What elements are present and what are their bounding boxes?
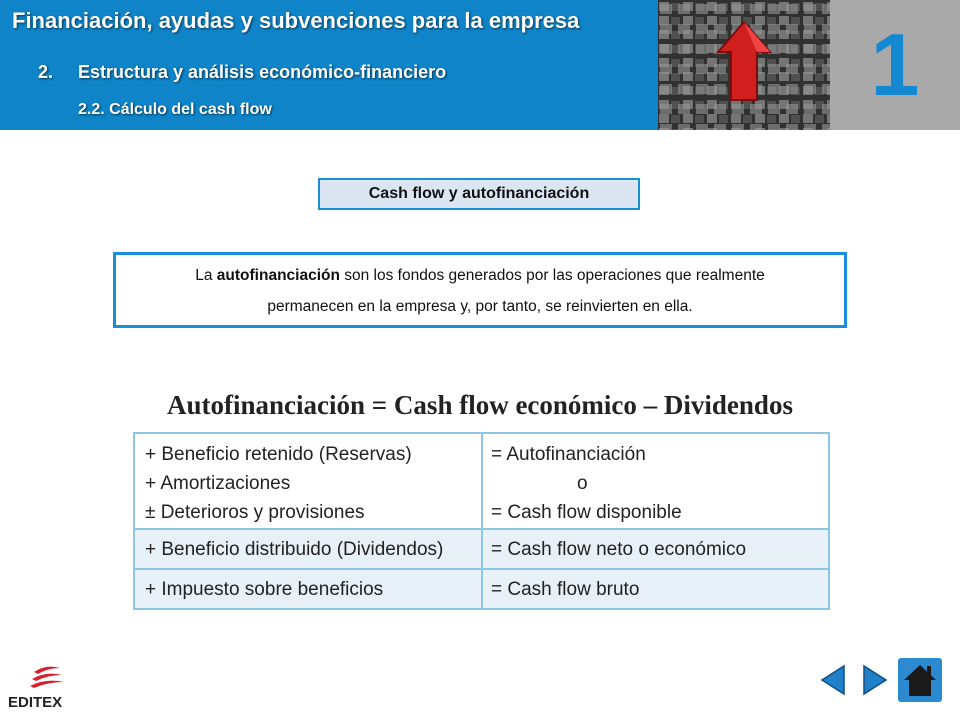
section-title <box>38 62 446 83</box>
table-cell-left: + Impuesto sobre beneficios <box>145 579 384 600</box>
table-cell-left <box>145 440 412 527</box>
chapter-number: 1 <box>870 15 920 114</box>
definition-term: autofinanciación <box>216 267 340 284</box>
definition-prefix: La <box>195 267 217 284</box>
table-item: o <box>577 473 588 494</box>
word-cloud-arrow-image <box>658 0 830 130</box>
table-cell-left: + Beneficio distribuido (Dividendos) <box>145 539 444 560</box>
table-item: + Amortizaciones <box>145 473 291 494</box>
home-button[interactable] <box>898 658 942 702</box>
cash-flow-table <box>133 432 830 610</box>
table-item: + Beneficio retenido (Reservas) <box>145 444 412 465</box>
table-cell-right: = Cash flow bruto <box>491 579 640 600</box>
previous-button[interactable] <box>816 662 852 698</box>
triangle-left-icon <box>816 662 852 698</box>
table-column-divider <box>481 434 483 608</box>
header-photo <box>658 0 830 130</box>
section-title-text: Estructura y análisis económico-financiero <box>78 62 447 82</box>
definition-line-1 <box>116 260 844 291</box>
definition-rest: son los fondos generados por las operaciones que realmente <box>339 267 765 284</box>
next-button[interactable] <box>856 662 892 698</box>
formula: Autofinanciación = Cash flow económico – Dividendos <box>167 390 793 420</box>
editex-logo <box>8 664 78 714</box>
section-number: 2. <box>38 62 54 82</box>
definition-box <box>113 252 847 328</box>
triangle-right-icon <box>856 662 892 698</box>
box-title: Cash flow y autofinanciación <box>318 178 640 210</box>
main-title: Financiación, ayudas y subvenciones para la empresa <box>12 8 580 33</box>
header-title-area <box>0 0 658 130</box>
table-cell-right <box>491 440 682 527</box>
editex-logo-mark <box>26 664 66 692</box>
logo-text: EDITEX <box>8 694 63 711</box>
table-item: ± Deterioros y provisiones <box>145 502 365 523</box>
table-item: = Autofinanciación <box>491 444 646 465</box>
header-banner <box>0 0 960 130</box>
table-cell-right: = Cash flow neto o económico <box>491 539 747 560</box>
definition-line-2: permanecen en la empresa y, por tanto, se reinvierten en ella. <box>267 298 693 315</box>
subsection-title: 2.2. Cálculo del cash flow <box>78 101 272 118</box>
home-icon <box>898 658 942 702</box>
table-item: = Cash flow disponible <box>491 502 682 523</box>
